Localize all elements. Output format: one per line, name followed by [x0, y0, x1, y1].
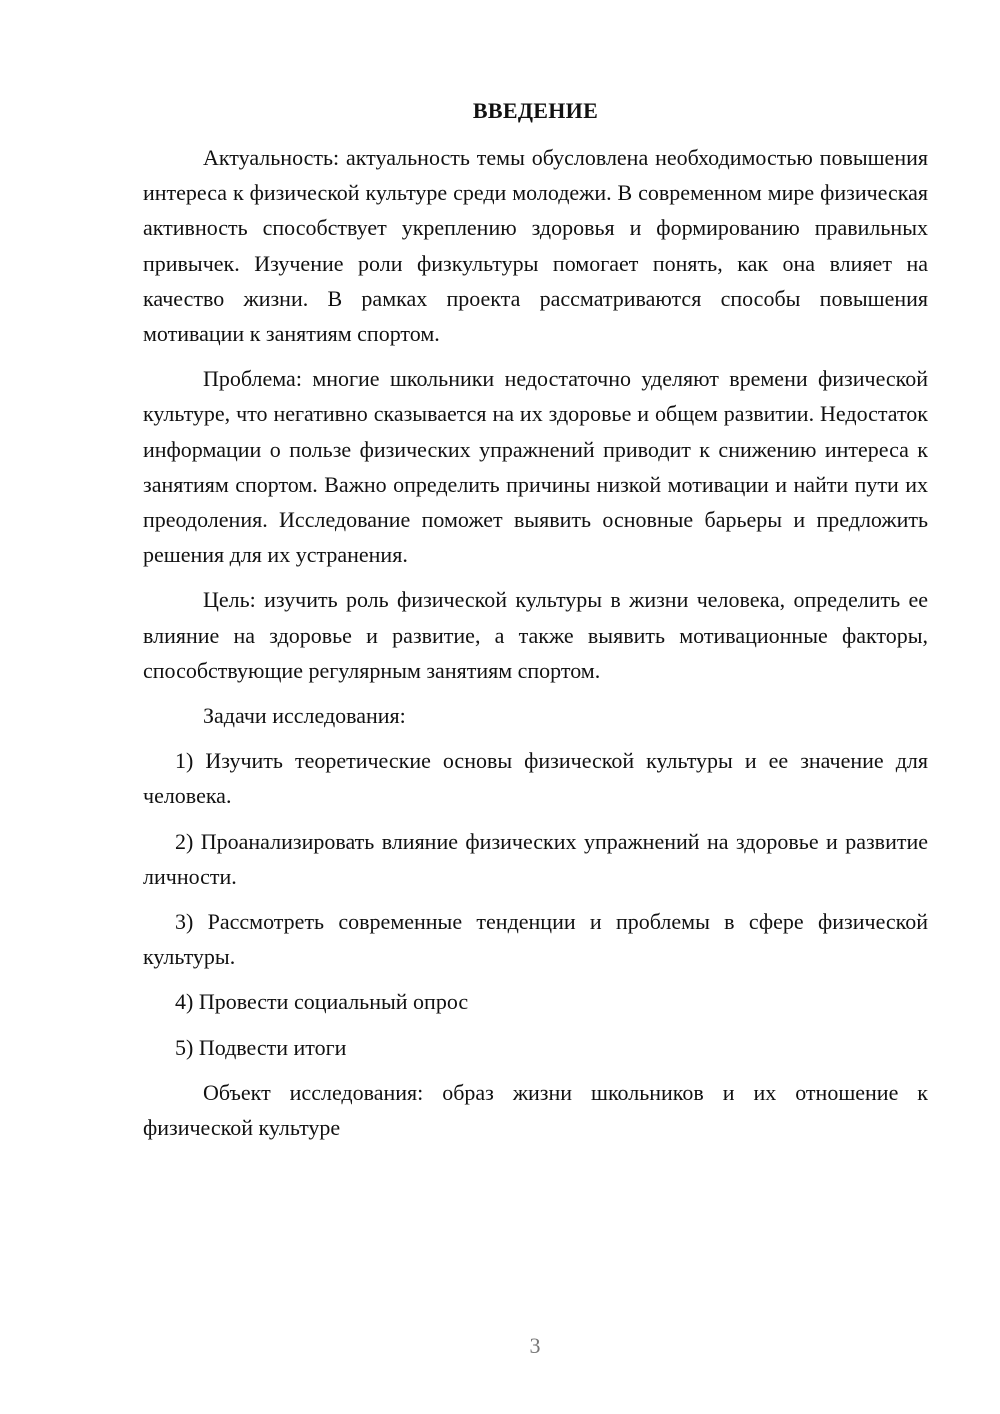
page-content [143, 93, 928, 1155]
task-item-4: 4) Провести социальный опрос [175, 989, 469, 1015]
object-paragraph: Объект исследования: образ жизни школьников и их отношение к физической культуре [143, 1079, 928, 1141]
problem-paragraph: Проблема: многие школьники недостаточно уделяют времени физической культуре, что негативно сказывается на их здоровье и общем развитии. Недостаток информации о пользе физических упражнений приводит к снижению интереса к занятиям спортом. Важно определить причины низкой мотивации и найти пути их преодоления. Исследование поможет выявить основные барьеры и предложить решения для их устранения. [143, 366, 928, 568]
section-title: ВВЕДЕНИЕ [472, 98, 599, 123]
page-number: 3 [529, 1333, 541, 1358]
relevance-paragraph: Актуальность: актуальность темы обусловлена необходимостью повышения интереса к физической культуре среди молодежи. В современном мире физическая активность способствует укреплению здоровья и формированию правильных привычек. Изучение роли физкультуры помогает понять, как она влияет на качество жизни. В рамках проекта рассматриваются способы повышения мотивации к занятиям спортом. [143, 145, 928, 347]
goal-paragraph: Цель: изучить роль физической культуры в жизни человека, определить ее влияние на здоровье и развитие, а также выявить мотивационные факторы, способствующие регулярным занятиям спортом. [143, 587, 928, 683]
task-item-2: 2) Проанализировать влияние физических упражнений на здоровье и развитие личности. [143, 828, 928, 889]
task-item-5: 5) Подвести итоги [175, 1034, 347, 1060]
task-item-3: 3) Рассмотреть современные тенденции и проблемы в сфере физической культуры. [143, 909, 928, 970]
tasks-heading: Задачи исследования: [203, 703, 406, 729]
task-item-1: 1) Изучить теоретические основы физической культуры и ее значение для человека. [143, 748, 928, 809]
